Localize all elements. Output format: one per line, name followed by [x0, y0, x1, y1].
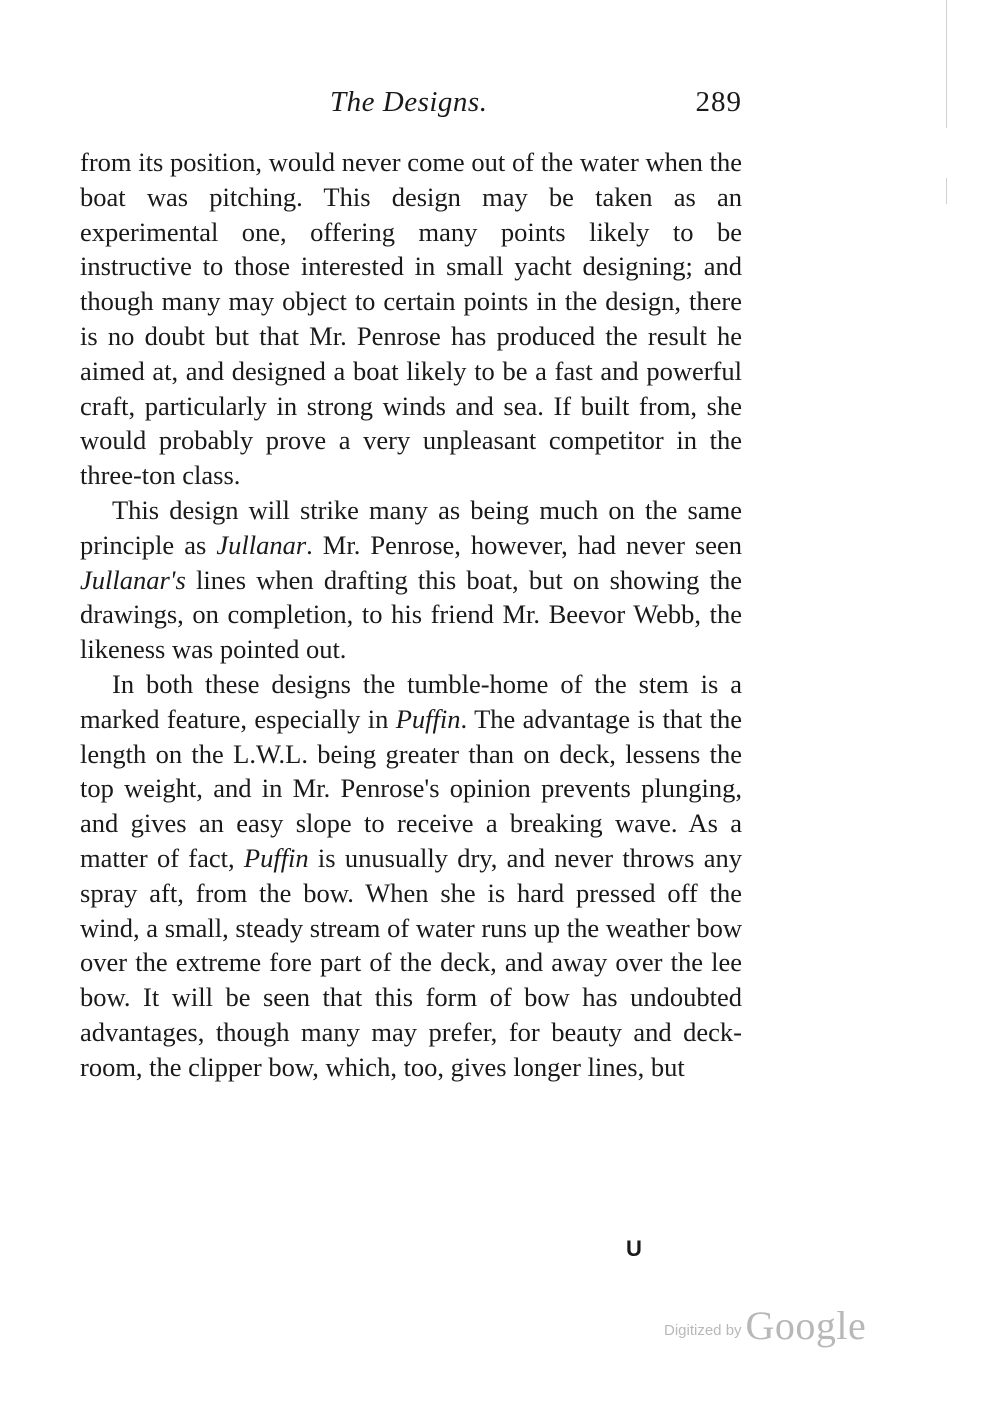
watermark-brand: Google [745, 1303, 867, 1348]
paragraph [80, 667, 742, 1085]
italic-name: Jullanar [216, 529, 307, 560]
italic-name: Puffin [395, 703, 461, 734]
digitized-watermark [664, 1302, 866, 1349]
paragraph [80, 493, 742, 667]
text-run: This design will strike many as being much on the same principle as [80, 494, 742, 560]
scan-edge-line [946, 0, 947, 128]
italic-name: Puffin [243, 842, 309, 873]
scan-edge-line [946, 178, 947, 204]
signature-mark: U [626, 1236, 642, 1261]
page-number: 289 [695, 86, 742, 118]
text-run: In both these designs the tumble-home of the stem is a marked feature, especially in [80, 668, 742, 734]
text-run: is unusually dry, and never throws any spray aft, from the bow. When she is hard pressed off the wind, a small, steady stream of water runs up the weather bow over the extreme fore part of the deck, and away over the lee bow. It will be seen that this form of bow has undoubted advantages, though many may prefer, for beauty and deck-room, the clipper bow, which, too, gives longer lines, but [80, 842, 742, 1082]
text-run: from its position, would never come out of the water when the boat was pitching. This design may be taken as an experimental one, offering many points likely to be instructive to those interested in small yacht designing; and though many may object to certain points in the design, there is no doubt but that Mr. Penrose has produced the result he aimed at, and designed a boat likely to be a fast and powerful craft, particularly in strong winds and sea. If built from, she would probably prove a very unpleasant competitor in the three-ton class. [80, 147, 742, 491]
text-run: . The advantage is that the length on the L.W.L. being greater than on deck, lessens the top weight, and in Mr. Penrose's opinion prevents plunging, and gives an easy slope to receive a breaking wave. As a matter of fact, [80, 703, 743, 873]
running-head [80, 86, 742, 126]
body-text [80, 145, 742, 1085]
text-run: . Mr. Penrose, however, had never seen [306, 529, 743, 560]
running-title: The Designs. [330, 86, 488, 118]
watermark-prefix: Digitized by [664, 1322, 742, 1339]
italic-name: Jullanar's [80, 564, 186, 595]
text-run: lines when drafting this boat, but on showing the drawings, on completion, to his friend Mr. Beevor Webb, the likeness was pointed out. [80, 564, 742, 665]
paragraph [80, 145, 742, 493]
